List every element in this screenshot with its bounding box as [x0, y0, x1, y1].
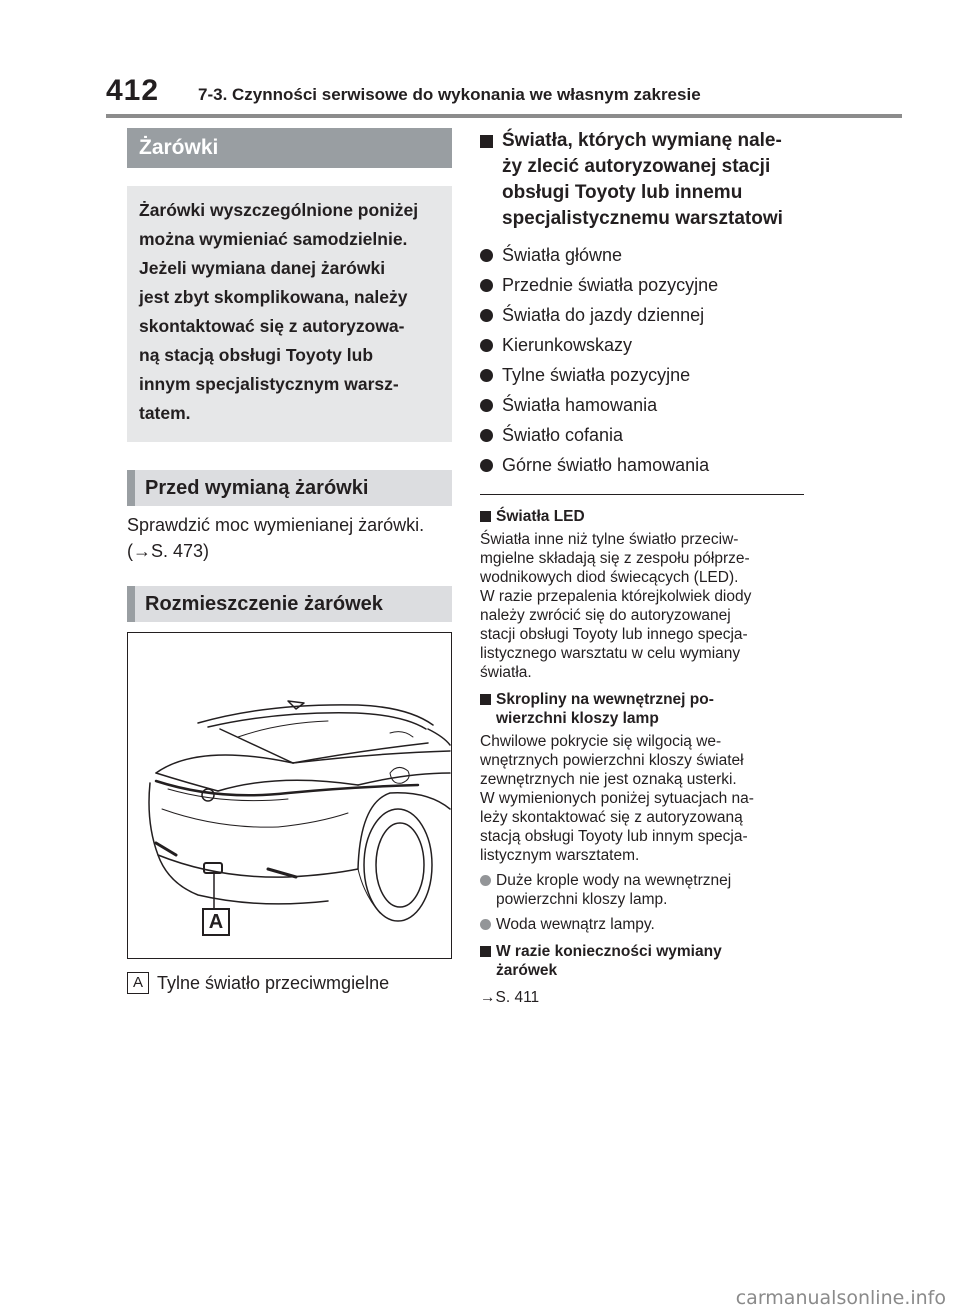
callout-label-a: A: [202, 908, 230, 936]
intro-line: jest zbyt skomplikowana, należy: [139, 287, 408, 307]
intro-line: można wymieniać samodzielnie.: [139, 229, 408, 249]
lamp-list: [480, 240, 804, 480]
note-replacement-reference: →S. 411: [480, 989, 540, 1006]
car-rear-illustration: [127, 632, 452, 959]
section-title-before-replacement: Przed wymianą żarówki: [127, 470, 452, 506]
list-item: Górne światło hamowania: [480, 450, 804, 480]
check-text: Sprawdzić moc wymienianej żarówki.: [127, 515, 425, 535]
note-condensation-item: Woda wewnątrz lampy.: [480, 915, 804, 934]
note-led-body: Światła inne niż tylne światło przeciw- mgielne składają się z zespołu półprze- wodnikowych diod świecących (LED). W razie przepalenia którejkolwiek diody należy zwrócić się do autoryzowanej stacji obsługi Toyoty lub innego specja- listycznego warsztatu w celu wymiany światła.: [480, 531, 752, 681]
heading-line: specjalistycznemu warsztatowi: [502, 208, 783, 229]
bullet-dot-icon: [480, 399, 493, 412]
dealer-replacement-heading: [480, 128, 804, 232]
intro-line: Jeżeli wymiana danej żarówki: [139, 258, 386, 278]
list-item: Światła główne: [480, 240, 804, 270]
note-replacement-title: W razie konieczności wymiany żarówek: [480, 942, 804, 980]
caption-text: Tylne światło przeciwmgielne: [157, 973, 390, 993]
car-rear-drawing: [128, 633, 451, 958]
left-column: [127, 128, 452, 995]
intro-line: ną stacją obsługi Toyoty lub: [139, 345, 374, 365]
figure-caption: [127, 971, 452, 995]
bullet-dot-icon: [480, 279, 493, 292]
list-item: Kierunkowskazy: [480, 330, 804, 360]
page-header: [106, 74, 902, 118]
intro-line: skontaktować się z autoryzowa-: [139, 316, 405, 336]
square-bullet-icon: [480, 946, 491, 957]
list-item: Tylne światła pozycyjne: [480, 360, 804, 390]
note-condensation-title: Skropliny na wewnętrznej po- wierzchni kloszy lamp: [480, 690, 804, 728]
bullet-dot-icon: [480, 919, 491, 930]
section-title-bulb-locations: Rozmieszczenie żarówek: [127, 586, 452, 622]
intro-line: tatem.: [139, 403, 191, 423]
bullet-dot-icon: [480, 875, 491, 886]
intro-line: innym specjalistycznym warsz-: [139, 374, 399, 394]
right-column: [480, 128, 804, 1007]
section-title-bulbs: Żarówki: [127, 128, 452, 168]
note-condensation-body: Chwilowe pokrycie się wilgocią we- wnętrznych powierzchni kloszy świateł zewnętrznych nie jest oznaką usterki. W wymienionych poniżej sytuacjach na- leży skontaktować się z autoryzowaną stacją obsługi Toyoty lub innym specja- listycznym warsztatem.: [480, 733, 754, 864]
intro-line: Żarówki wyszczególnione poniżej: [139, 200, 419, 220]
chapter-title: 7-3. Czynności serwisowe do wykonania we własnym zakresie: [198, 85, 701, 104]
square-bullet-icon: [480, 135, 493, 148]
note-led-title: Światła LED: [480, 507, 804, 526]
section-divider: [480, 494, 804, 495]
check-reference: (→S. 473): [127, 541, 210, 561]
intro-box: [127, 186, 452, 442]
bullet-dot-icon: [480, 429, 493, 442]
bullet-dot-icon: [480, 369, 493, 382]
bullet-dot-icon: [480, 339, 493, 352]
caption-key-a: A: [127, 972, 149, 994]
header-divider: [106, 114, 902, 118]
list-item: Światła do jazdy dziennej: [480, 300, 804, 330]
bullet-dot-icon: [480, 459, 493, 472]
square-bullet-icon: [480, 694, 491, 705]
list-item: Światła hamowania: [480, 390, 804, 420]
square-bullet-icon: [480, 511, 491, 522]
heading-line: ży zlecić autoryzowanej stacji: [502, 156, 771, 177]
list-item: Światło cofania: [480, 420, 804, 450]
watermark: carmanualsonline.info: [735, 1287, 946, 1309]
note-condensation-item: Duże krople wody na wewnętrznej powierzchni kloszy lamp.: [480, 871, 804, 909]
bullet-dot-icon: [480, 249, 493, 262]
bullet-dot-icon: [480, 309, 493, 322]
heading-line: Światła, których wymianę nale-: [502, 130, 782, 151]
page-number: 412: [106, 74, 160, 107]
list-item: Przednie światła pozycyjne: [480, 270, 804, 300]
heading-line: obsługi Toyoty lub innemu: [502, 182, 743, 203]
